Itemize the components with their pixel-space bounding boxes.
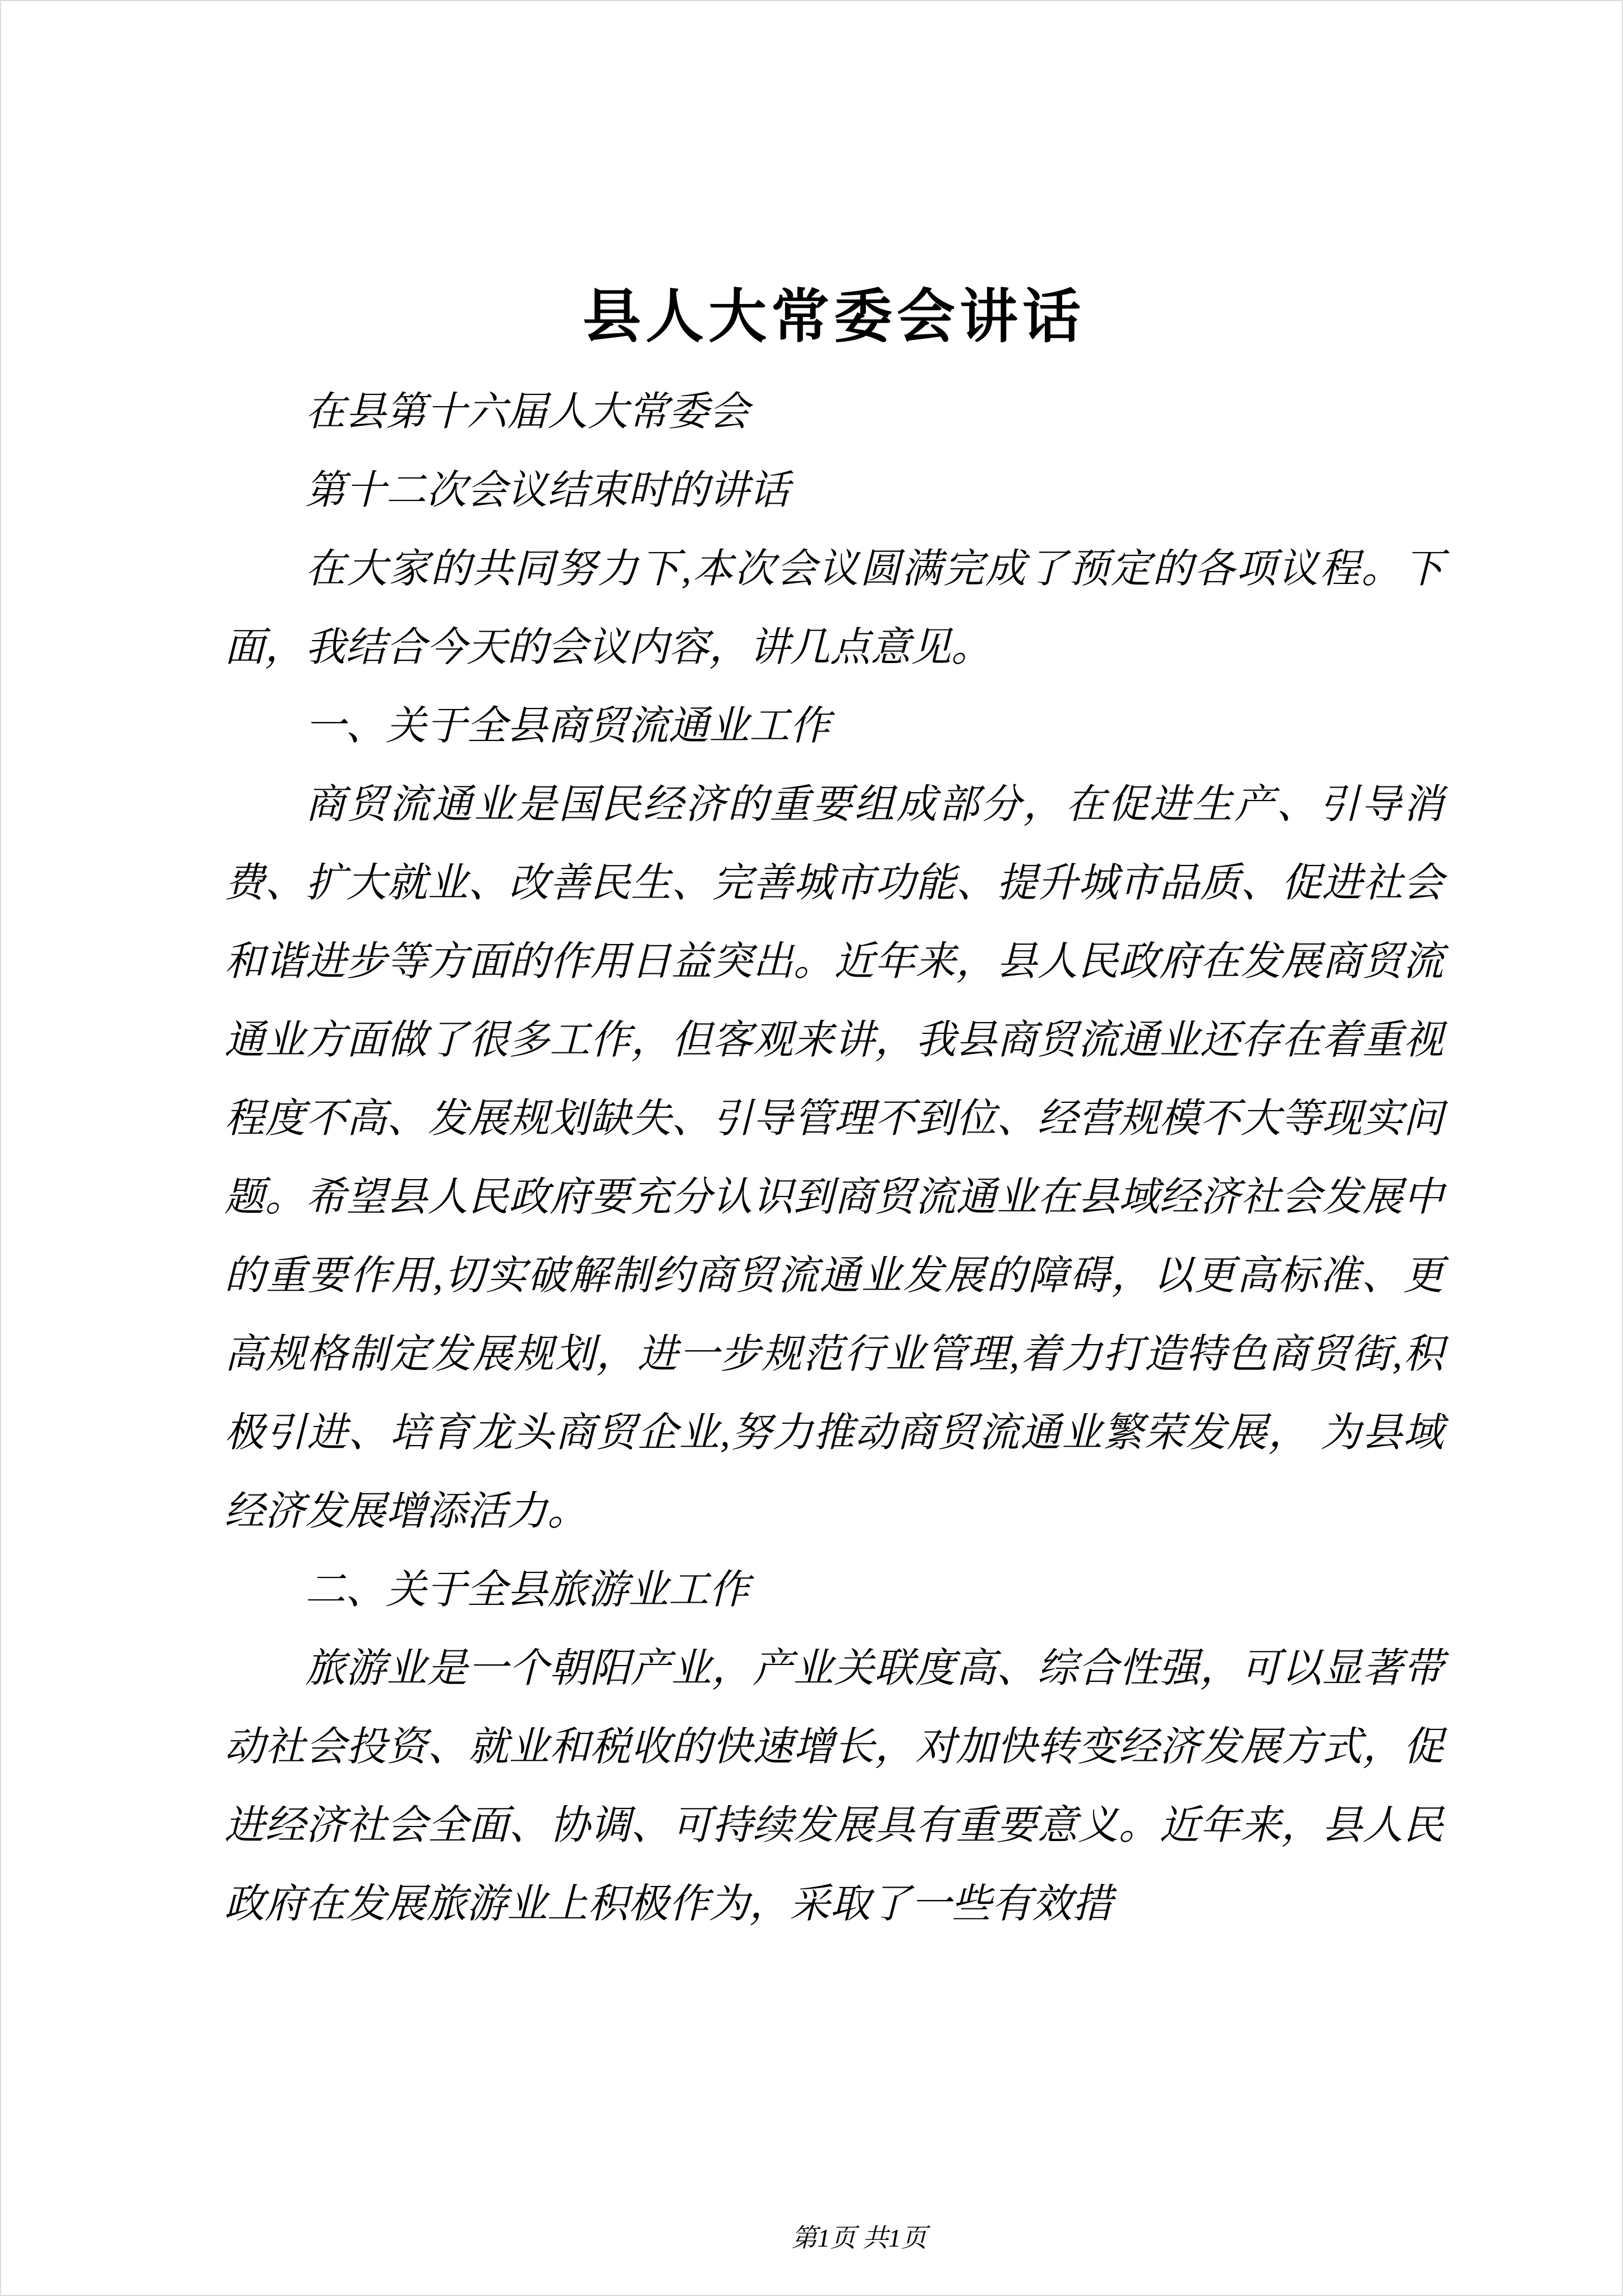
section-2-heading: 二、关于全县旅游业工作 <box>305 1567 750 1612</box>
document-title: 县人大常委会讲话 <box>582 285 1085 349</box>
section-2-body: 旅游业是一个朝阳产业，产业关联度高、综合性强，可以显著带动社会投资、就业和税收的快速增长，对加快转变经济发展方式，促进经济社会全面、协调、可持续发展具有重要意义。近年来，县人民政府在发展旅游业上积极作为，采取了一些有效措 <box>224 1646 1444 1926</box>
intro-paragraph: 在大家的共同努力下,本次会议圆满完成了预定的各项议程。下面，我结合今天的会议内容，讲几点意见。 <box>224 546 1444 670</box>
subtitle-line-occasion: 在县第十六届人大常委会 <box>305 389 750 434</box>
section-1-body: 商贸流通业是国民经济的重要组成部分，在促进生产、引导消费、扩大就业、改善民生、完善城市功能、提升城市品质、促进社会和谐进步等方面的作用日益突出。近年来，县人民政府在发展商贸流通业方面做了很多工作，但客观来讲，我县商贸流通业还存在着重视程度不高、发展规划缺失、引导管理不到位、经营规模不大等现实问题。希望县人民政府要充分认识到商贸流通业在县域经济社会发展中的重要作用,切实破解制约商贸流通业发展的障碍，以更高标准、更高规格制定发展规划，进一步规范行业管理,着力打造特色商贸街,积极引进、培育龙头商贸企业,努力推动商贸流通业繁荣发展， 为县域经济发展增添活力。 <box>224 782 1444 1534</box>
section-1-heading: 一、关于全县商贸流通业工作 <box>305 703 831 748</box>
page-number-indicator: 第1页 共1页 <box>791 2224 927 2252</box>
subtitle-line-session: 第十二次会议结束时的讲话 <box>305 468 790 513</box>
